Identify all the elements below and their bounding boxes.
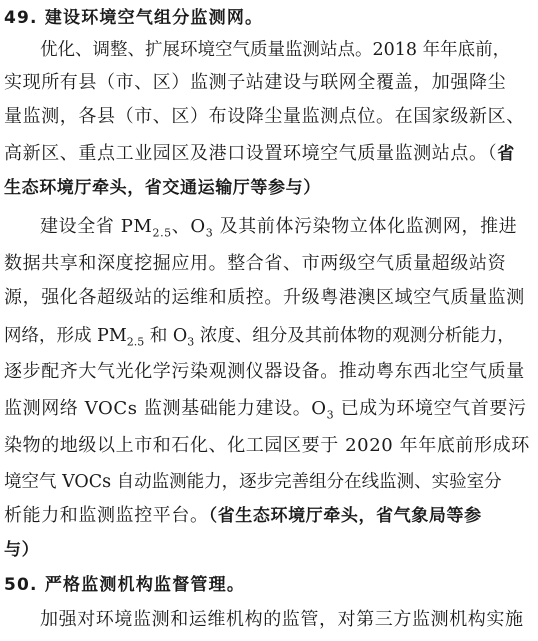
- paragraph-line: 优化、调整、扩展环境空气质量监测站点。2018 年年底前，: [40, 40, 511, 60]
- paragraph-line: [4, 138, 532, 170]
- line-text: 建设全省 PM: [40, 216, 153, 237]
- subscript: 2.5: [152, 226, 172, 240]
- paragraph-line: 源，强化各超级站的运维和质控。升级粤港澳区域空气质量监测: [4, 287, 525, 308]
- paragraph-line: 染物的地级以上市和石化、化工园区要于 2020 年年底前形成环: [4, 435, 530, 456]
- paragraph-line: 境空气 VOCs 自动监测能力，逐步完善组分在线监测、实验室分: [4, 472, 502, 492]
- line-text: 和 O: [144, 326, 188, 346]
- paragraph-line: 实现所有县（市、区）监测子站建设与联网全覆盖，加强降尘: [4, 72, 507, 93]
- subscript: 3: [205, 226, 214, 240]
- line-text: 析能力和监测监控平台。: [4, 505, 209, 526]
- line-text: 监测网络 VOCs 监测基础能力建设。O: [4, 398, 327, 419]
- paragraph-line: [4, 211, 532, 243]
- section-heading-49: 49. 建设环境空气组分监测网。: [4, 8, 264, 28]
- subscript: 3: [326, 408, 335, 422]
- responsibility-note: 省: [497, 144, 515, 164]
- paragraph-line: 数据共享和深度挖掘应用。整合省、市两级空气质量超级站资: [4, 253, 507, 274]
- line-text: 已成为环境空气首要污: [334, 398, 527, 419]
- line-text: 及其前体污染物立体化监测网，推进: [213, 216, 518, 237]
- responsibility-note: （省生态环境厅牵头，省气象局等参: [208, 506, 482, 526]
- line-text: 网络，形成 PM: [4, 326, 127, 346]
- subscript: 3: [187, 335, 195, 349]
- subscript: 2.5: [126, 335, 145, 349]
- line-text: 高新区、重点工业园区及港口设置环境空气质量监测站点。（: [4, 143, 498, 164]
- paragraph-line: 加强对环境监测和运维机构的监管，对第三方监测机构实施: [40, 609, 524, 630]
- paragraph-line: 逐步配齐大气光化学污染观测仪器设备。推动粤东西北空气质量: [4, 361, 525, 382]
- line-text: 、O: [171, 216, 206, 237]
- paragraph-line: [4, 393, 532, 425]
- responsibility-note: 生态环境厅牵头，省交通运输厅等参与）: [4, 178, 321, 198]
- responsibility-note: 与）: [4, 540, 40, 560]
- section-heading-50: 50. 严格监测机构监督管理。: [4, 575, 246, 595]
- paragraph-line: [4, 500, 532, 532]
- line-text: 浓度、组分及其前体物的观测分析能力，: [194, 326, 515, 346]
- paragraph-line: [4, 320, 532, 352]
- paragraph-line: 量监测，各县（市、区）布设降尘量监测点位。在国家级新区、: [4, 106, 525, 127]
